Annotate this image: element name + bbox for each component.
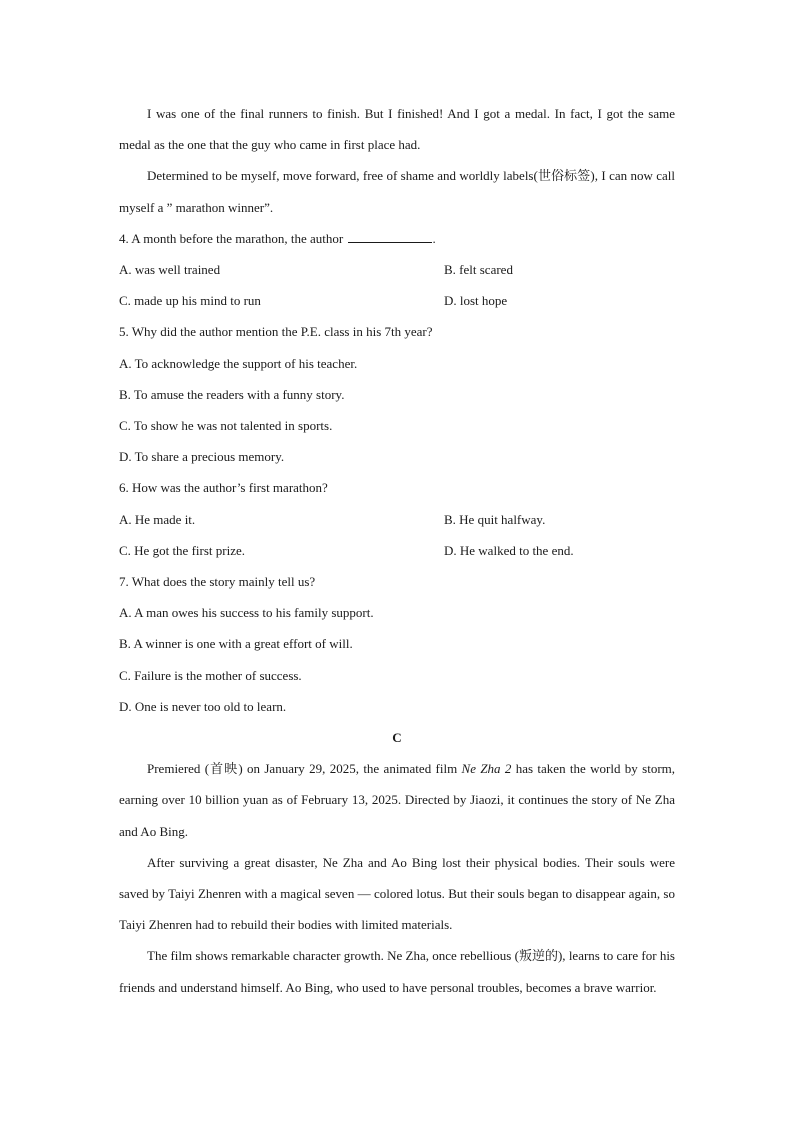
question-5-option-a: A. To acknowledge the support of his teacher. [119,355,358,371]
section-heading: C [392,730,402,746]
film-title: Ne Zha 2 [461,761,512,777]
question-4-option-c: C. made up his mind to run [119,293,261,309]
question-4-options-row-1 [119,254,675,285]
question-6-options-row-2 [119,535,675,566]
paragraph-premiered: Premiered (首映) on January 29, 2025, the animated film Ne Zha 2 has taken the world by storm, earning over 10 billion yuan as of February 13, 2025. Directed by Jiaozi, it continues the story of Ne Zha and Ao Bing. [119,761,676,839]
answer-blank [348,230,432,243]
question-6-options-row-1 [119,504,675,535]
question-4-options-row-2 [119,285,675,316]
question-5-option-c: C. To show he was not talented in sports. [119,418,333,434]
paragraph-disaster: After surviving a great disaster, Ne Zha and Ao Bing lost their physical bodies. Their souls were saved by Taiyi Zhenren with a magical seven — colored lotus. But their souls began to disappear again, so Taiyi Zhenren had to rebuild their bodies with limited materials. [119,854,675,933]
question-7-option-b: B. A winner is one with a great effort of will. [119,636,353,652]
question-6-option-d: D. He walked to the end. [444,542,574,558]
question-7-option-c: C. Failure is the mother of success. [119,667,302,683]
paragraph-determined: Determined to be myself, move forward, free of shame and worldly labels(世俗标签), I can now call myself a ” marathon winner”. [119,168,675,215]
question-5-option-b: B. To amuse the readers with a funny story. [119,386,345,402]
question-4-stem: 4. A month before the marathon, the author . [119,230,436,246]
question-6-option-b: B. He quit halfway. [444,511,546,527]
question-7-option-d: D. One is never too old to learn. [119,698,287,714]
question-4-option-d: D. lost hope [444,293,508,309]
question-4-option-b: B. felt scared [444,262,513,278]
question-7-option-a: A. A man owes his success to his family support. [119,605,374,621]
question-4-option-a: A. was well trained [119,262,221,278]
question-6-stem: 6. How was the author’s first marathon? [119,480,328,496]
paragraph-finish: I was one of the final runners to finish. But I finished! And I got a medal. In fact, I got the same medal as the one that the guy who came in first place had. [119,106,675,153]
question-7-stem: 7. What does the story mainly tell us? [119,574,316,590]
question-5-option-d: D. To share a precious memory. [119,449,285,465]
question-6-option-a: A. He made it. [119,511,196,527]
question-6-option-c: C. He got the first prize. [119,542,245,558]
document-page [119,98,675,1003]
question-5-stem: 5. Why did the author mention the P.E. class in his 7th year? [119,324,433,340]
paragraph-growth: The film shows remarkable character growth. Ne Zha, once rebellious (叛逆的), learns to care for his friends and understand himself. Ao Bing, who used to have personal troubles, becomes a brave warrior. [119,948,675,995]
